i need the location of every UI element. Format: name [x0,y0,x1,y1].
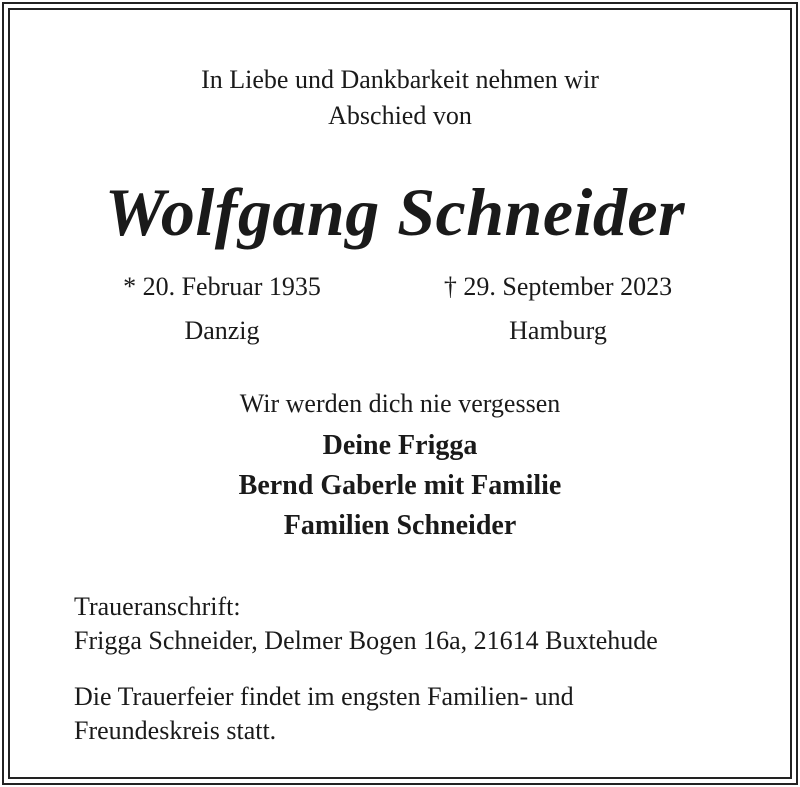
birth-info [90,265,354,353]
death-place: Hamburg [509,316,607,345]
intro-line-1: In Liebe und Dankbarkeit nehmen wir [201,65,599,94]
intro-line-2: Abschied von [328,101,472,130]
mourners-list [0,426,800,546]
mourner-3: Familien Schneider [283,510,517,541]
mourning-address [74,590,658,658]
intro-text [0,62,800,134]
deceased-name: Wolfgang Schneider [104,174,686,250]
ceremony-line-1: Die Trauerfeier findet im engsten Familien- und [74,682,574,711]
mourner-2: Bernd Gaberle mit Familie [238,470,562,501]
address-label: Traueranschrift: [74,592,241,621]
birth-place: Danzig [184,316,260,345]
farewell-text: Wir werden dich nie vergessen [239,389,561,418]
birth-date: * 20. Februar 1935 [123,272,321,301]
address-text: Frigga Schneider, Delmer Bogen 16a, 21614 Buxtehude [74,626,658,655]
death-date: † 29. September 2023 [443,272,673,301]
ceremony-line-2: Freundeskreis statt. [74,716,277,745]
mourner-1: Deine Frigga [322,430,478,461]
death-info [410,265,706,353]
ceremony-note [74,680,574,748]
